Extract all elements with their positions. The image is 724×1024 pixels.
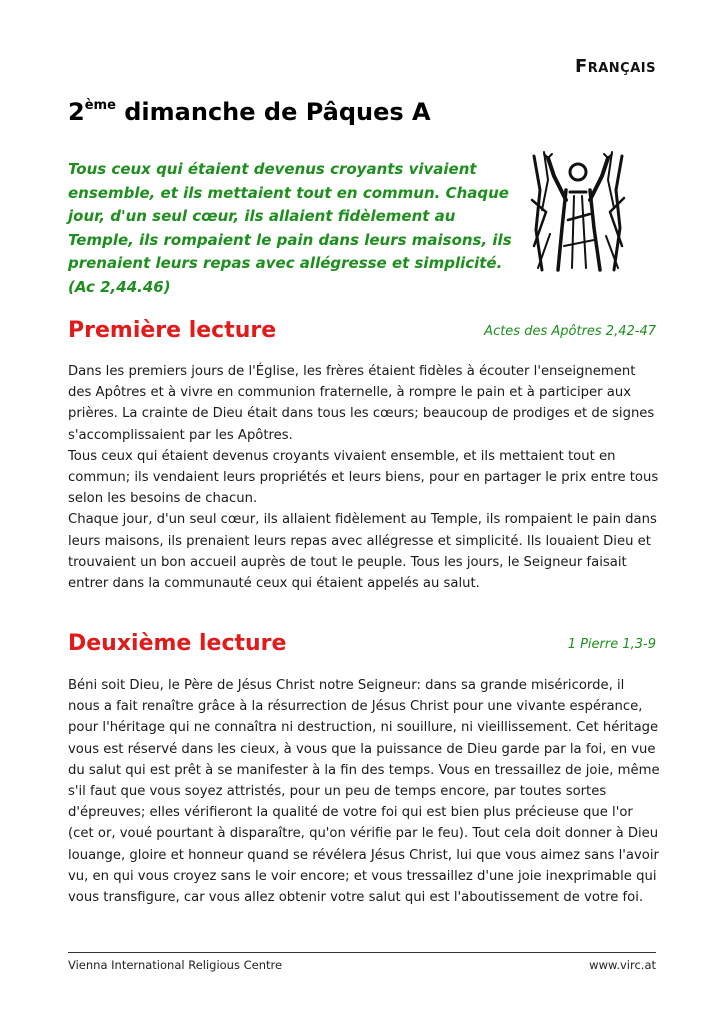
- footer-divider: [68, 952, 656, 953]
- title-ordinal: 2: [68, 98, 85, 126]
- second-reading-header: [68, 631, 656, 661]
- page-title: [68, 98, 431, 126]
- first-reading-paragraph: Chaque jour, d'un seul cœur, ils allaient fidèlement au Temple, ils rompaient le pain dans leurs maisons, ils prenaient leurs repas avec allégresse et simplicité. Ils louaient Dieu et trouvaient un bon accueil auprès de tout le peuple. Tous les jours, le Seigneur faisait entrer dans la communauté ceux qui étaient appelés au salut.: [68, 512, 657, 592]
- title-rest: dimanche de Pâques A: [115, 98, 431, 126]
- first-reading-title: Première lecture: [68, 318, 277, 343]
- first-reading-reference: Actes des Apôtres 2,42-47: [484, 324, 656, 339]
- title-superscript: ème: [84, 98, 116, 113]
- first-reading-text: [68, 361, 660, 594]
- first-reading-header: [68, 318, 656, 348]
- first-reading-paragraph: Dans les premiers jours de l'Église, les frères étaient fidèles à écouter l'enseignement des Apôtres et à vivre en communion fraternelle, à rompre le pain et à participer aux prières. La crainte de Dieu était dans tous les cœurs; beaucoup de prodiges et de signes s'accomplissaient par les Apôtres.: [68, 364, 655, 443]
- second-reading-title: Deuxième lecture: [68, 631, 287, 656]
- risen-christ-woodcut-icon: [530, 150, 626, 276]
- second-reading-paragraph: Béni soit Dieu, le Père de Jésus Christ notre Seigneur: dans sa grande miséricorde, il nous a fait renaître grâce à la résurrection de Jésus Christ pour une vivante espérance, pour l'héritage qui ne connaîtra ni destruction, ni souillure, ni vieillissement. Cet héritage vous est réservé dans les cieux, à vous que la puissance de Dieu garde par la foi, en vue du salut qui est prêt à se manifester à la fin des temps. Vous en tressaillez de joie, même s'il faut que vous soyez attristés, pour un peu de temps encore, par toutes sortes d'épreuves; elles vérifieront la qualité de votre foi qui est bien plus précieuse que l'or (cet or, voué pourtant à disparaître, qu'on vérifie par le feu). Tout cela doit donner à Dieu louange, gloire et honneur quand se révélera Jésus Christ, lui que vous aimez sans l'avoir vu, en qui vous croyez sans le voir encore; et vous tressaillez d'une joie inexprimable qui vous transfigure, car vous allez obtenir votre salut qui est l'aboutissement de votre foi.: [68, 678, 660, 906]
- language-label: Français: [574, 56, 656, 77]
- first-reading-paragraph: Tous ceux qui étaient devenus croyants vivaient ensemble, et ils mettaient tout en commun; ils vendaient leurs propriétés et leurs biens, pour en partager le prix entre tous selon les besoins de chacun.: [68, 448, 659, 507]
- second-reading-text: [68, 675, 660, 908]
- footer-organization: Vienna International Religious Centre: [68, 958, 283, 972]
- footer-website: www.virc.at: [589, 958, 656, 972]
- intro-quote: Tous ceux qui étaient devenus croyants vivaient ensemble, et ils mettaient tout en commun. Chaque jour, d'un seul cœur, ils allaient fidèlement au Temple, ils rompaient le pain dans leurs maisons, ils prenaient leurs repas avec allégresse et simplicité. (Ac 2,44.46): [68, 160, 512, 296]
- second-reading-reference: 1 Pierre 1,3-9: [567, 637, 656, 652]
